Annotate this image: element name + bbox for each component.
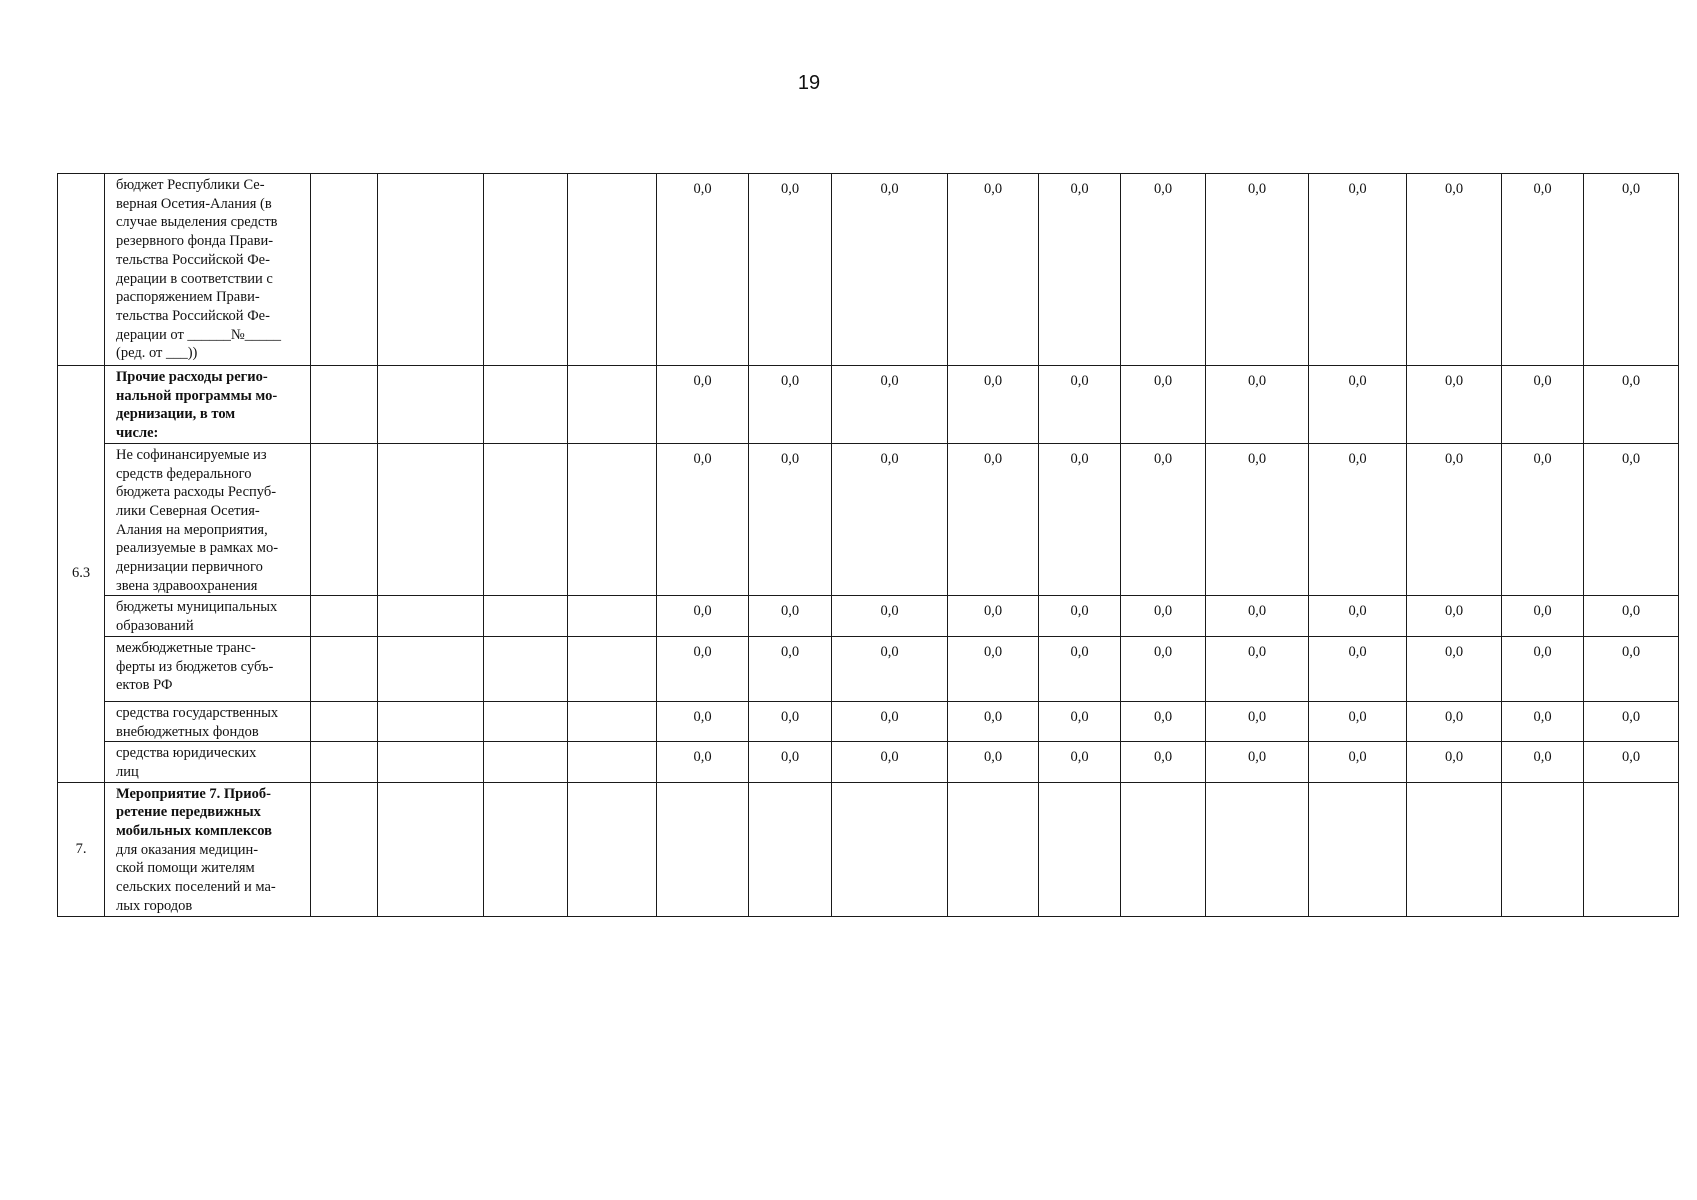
value-cell	[1039, 782, 1121, 916]
empty-cell	[568, 742, 657, 782]
value-cell	[1309, 782, 1407, 916]
value-cell: 0,0	[1584, 742, 1679, 782]
empty-cell	[568, 636, 657, 701]
label-line: лиц	[116, 763, 139, 780]
value-cell: 0,0	[1502, 701, 1584, 741]
row-label-cell	[105, 366, 311, 444]
label-bold-line: нальной программы мо-	[116, 387, 278, 404]
value-cell: 0,0	[1309, 443, 1407, 596]
label-line: Алания на мероприятия,	[116, 521, 268, 538]
value-cell: 0,0	[832, 366, 948, 444]
value-cell: 0,0	[1584, 701, 1679, 741]
label-line: (ред. от ___))	[116, 345, 198, 362]
value-cell	[1584, 782, 1679, 916]
value-cell: 0,0	[832, 443, 948, 596]
value-cell: 0,0	[1502, 174, 1584, 366]
value-cell: 0,0	[948, 636, 1039, 701]
value-cell: 0,0	[657, 366, 749, 444]
label-line: ектов РФ	[116, 677, 173, 694]
value-cell: 0,0	[948, 742, 1039, 782]
value-cell: 0,0	[948, 701, 1039, 741]
empty-cell	[311, 782, 378, 916]
value-cell: 0,0	[1407, 596, 1502, 636]
empty-cell	[311, 174, 378, 366]
value-cell: 0,0	[1309, 701, 1407, 741]
value-cell: 0,0	[1502, 366, 1584, 444]
value-cell: 0,0	[1039, 443, 1121, 596]
label-line: внебюджетных фондов	[116, 723, 259, 740]
value-cell: 0,0	[657, 636, 749, 701]
value-cell: 0,0	[1584, 636, 1679, 701]
row-label-cell	[105, 701, 311, 741]
empty-cell	[311, 443, 378, 596]
value-cell: 0,0	[1121, 701, 1206, 741]
empty-cell	[484, 366, 568, 444]
value-cell: 0,0	[1121, 366, 1206, 444]
value-cell: 0,0	[948, 366, 1039, 444]
value-cell	[948, 782, 1039, 916]
label-line: образований	[116, 618, 194, 635]
label-line: тельства Российской Фе-	[116, 307, 270, 324]
value-cell: 0,0	[1206, 174, 1309, 366]
label-line: Не софинансируемые из	[116, 446, 267, 463]
value-cell: 0,0	[1039, 596, 1121, 636]
row-number-cell: 6.3	[58, 366, 105, 783]
label-line: средства государственных	[116, 704, 279, 721]
label-bold-line: числе:	[116, 425, 159, 442]
value-cell: 0,0	[1407, 636, 1502, 701]
table-row	[58, 596, 1679, 636]
value-cell: 0,0	[832, 701, 948, 741]
empty-cell	[378, 596, 484, 636]
value-cell: 0,0	[657, 174, 749, 366]
label-line: лики Северная Осетия-	[116, 502, 260, 519]
value-cell: 0,0	[1121, 596, 1206, 636]
empty-cell	[378, 636, 484, 701]
value-cell: 0,0	[948, 174, 1039, 366]
empty-cell	[311, 636, 378, 701]
value-cell: 0,0	[1584, 366, 1679, 444]
value-cell: 0,0	[749, 366, 832, 444]
table-row	[58, 443, 1679, 596]
row-label-cell	[105, 596, 311, 636]
empty-cell	[484, 174, 568, 366]
row-label-cell	[105, 782, 311, 916]
label-line: дерации в соответствии с	[116, 270, 273, 287]
value-cell: 0,0	[1407, 742, 1502, 782]
empty-cell	[568, 701, 657, 741]
value-cell: 0,0	[1309, 742, 1407, 782]
value-cell	[749, 782, 832, 916]
empty-cell	[484, 443, 568, 596]
table-body	[58, 174, 1679, 917]
empty-cell	[484, 742, 568, 782]
row-label-cell	[105, 742, 311, 782]
value-cell: 0,0	[1309, 366, 1407, 444]
value-cell: 0,0	[1502, 742, 1584, 782]
value-cell	[1121, 782, 1206, 916]
budget-table	[57, 173, 1679, 917]
value-cell: 0,0	[1206, 366, 1309, 444]
value-cell: 0,0	[1407, 443, 1502, 596]
value-cell: 0,0	[1039, 366, 1121, 444]
table-row	[58, 782, 1679, 916]
empty-cell	[484, 636, 568, 701]
empty-cell	[311, 596, 378, 636]
value-cell: 0,0	[749, 742, 832, 782]
value-cell: 0,0	[1502, 596, 1584, 636]
empty-cell	[378, 782, 484, 916]
label-line: случае выделения средств	[116, 214, 278, 231]
value-cell: 0,0	[1309, 636, 1407, 701]
label-bold-line: дернизации, в том	[116, 406, 236, 423]
value-cell: 0,0	[1039, 636, 1121, 701]
label-line: ской помощи жителям	[116, 860, 255, 877]
value-cell: 0,0	[1407, 174, 1502, 366]
empty-cell	[568, 782, 657, 916]
row-label-cell	[105, 174, 311, 366]
value-cell	[1407, 782, 1502, 916]
label-line: межбюджетные транс-	[116, 639, 256, 656]
value-cell: 0,0	[1039, 742, 1121, 782]
empty-cell	[378, 366, 484, 444]
empty-cell	[484, 701, 568, 741]
value-cell: 0,0	[832, 596, 948, 636]
value-cell	[1502, 782, 1584, 916]
table-row	[58, 636, 1679, 701]
value-cell: 0,0	[657, 742, 749, 782]
row-number-cell	[58, 174, 105, 366]
value-cell: 0,0	[657, 701, 749, 741]
value-cell: 0,0	[1502, 443, 1584, 596]
empty-cell	[568, 174, 657, 366]
value-cell	[1206, 782, 1309, 916]
value-cell: 0,0	[1309, 174, 1407, 366]
label-line: средств федерального	[116, 465, 252, 482]
value-cell: 0,0	[1206, 742, 1309, 782]
value-cell: 0,0	[657, 443, 749, 596]
label-line: бюджета расходы Респуб-	[116, 484, 277, 501]
label-bold-line: Прочие расходы регио-	[116, 369, 268, 385]
value-cell: 0,0	[1584, 596, 1679, 636]
empty-cell	[568, 366, 657, 444]
value-cell: 0,0	[1206, 636, 1309, 701]
value-cell: 0,0	[832, 742, 948, 782]
label-line: распоряжением Прави-	[116, 289, 260, 306]
label-line: бюджет Республики Се-	[116, 177, 265, 193]
empty-cell	[484, 596, 568, 636]
value-cell: 0,0	[1584, 174, 1679, 366]
label-line: сельских поселений и ма-	[116, 879, 276, 896]
value-cell: 0,0	[1407, 701, 1502, 741]
value-cell	[657, 782, 749, 916]
value-cell: 0,0	[1121, 443, 1206, 596]
table-row	[58, 366, 1679, 444]
value-cell: 0,0	[1206, 443, 1309, 596]
value-cell: 0,0	[1584, 443, 1679, 596]
table-row	[58, 174, 1679, 366]
value-cell: 0,0	[1502, 636, 1584, 701]
value-cell: 0,0	[1206, 596, 1309, 636]
value-cell: 0,0	[749, 596, 832, 636]
value-cell: 0,0	[1206, 701, 1309, 741]
value-cell: 0,0	[1121, 742, 1206, 782]
row-number-cell: 7.	[58, 782, 105, 916]
value-cell: 0,0	[1309, 596, 1407, 636]
row-label-cell	[105, 636, 311, 701]
label-line: бюджеты муниципальных	[116, 599, 278, 616]
value-cell: 0,0	[749, 636, 832, 701]
empty-cell	[311, 742, 378, 782]
label-line: ферты из бюджетов субъ-	[116, 658, 274, 675]
label-line: реализуемые в рамках мо-	[116, 540, 279, 557]
value-cell: 0,0	[1121, 174, 1206, 366]
empty-cell	[568, 443, 657, 596]
empty-cell	[484, 782, 568, 916]
label-line: лых городов	[116, 897, 193, 914]
label-line: резервного фонда Прави-	[116, 233, 274, 250]
label-line: звена здравоохранения	[116, 577, 258, 594]
value-cell	[832, 782, 948, 916]
label-line: для оказания медицин-	[116, 841, 259, 858]
label-line: дерации от ______№_____	[116, 326, 282, 343]
label-line: средства юридических	[116, 745, 257, 762]
label-bold-line: ретение передвижных	[116, 804, 261, 821]
table-row	[58, 742, 1679, 782]
empty-cell	[311, 701, 378, 741]
label-line: дернизации первичного	[116, 559, 263, 576]
empty-cell	[378, 174, 484, 366]
value-cell: 0,0	[657, 596, 749, 636]
page-number: 19	[797, 72, 821, 94]
value-cell: 0,0	[948, 596, 1039, 636]
table-row	[58, 701, 1679, 741]
label-line: тельства Российской Фе-	[116, 251, 270, 268]
value-cell: 0,0	[749, 174, 832, 366]
empty-cell	[311, 366, 378, 444]
row-label-cell	[105, 443, 311, 596]
value-cell: 0,0	[832, 636, 948, 701]
value-cell: 0,0	[1407, 366, 1502, 444]
label-bold-line: мобильных комплексов	[116, 823, 272, 840]
value-cell: 0,0	[832, 174, 948, 366]
value-cell: 0,0	[749, 443, 832, 596]
value-cell: 0,0	[1121, 636, 1206, 701]
empty-cell	[378, 443, 484, 596]
label-line: верная Осетия-Алания (в	[116, 195, 272, 212]
value-cell: 0,0	[948, 443, 1039, 596]
empty-cell	[378, 701, 484, 741]
empty-cell	[568, 596, 657, 636]
value-cell: 0,0	[749, 701, 832, 741]
label-bold-line: Мероприятие 7. Приоб-	[116, 785, 271, 802]
empty-cell	[378, 742, 484, 782]
value-cell: 0,0	[1039, 701, 1121, 741]
value-cell: 0,0	[1039, 174, 1121, 366]
